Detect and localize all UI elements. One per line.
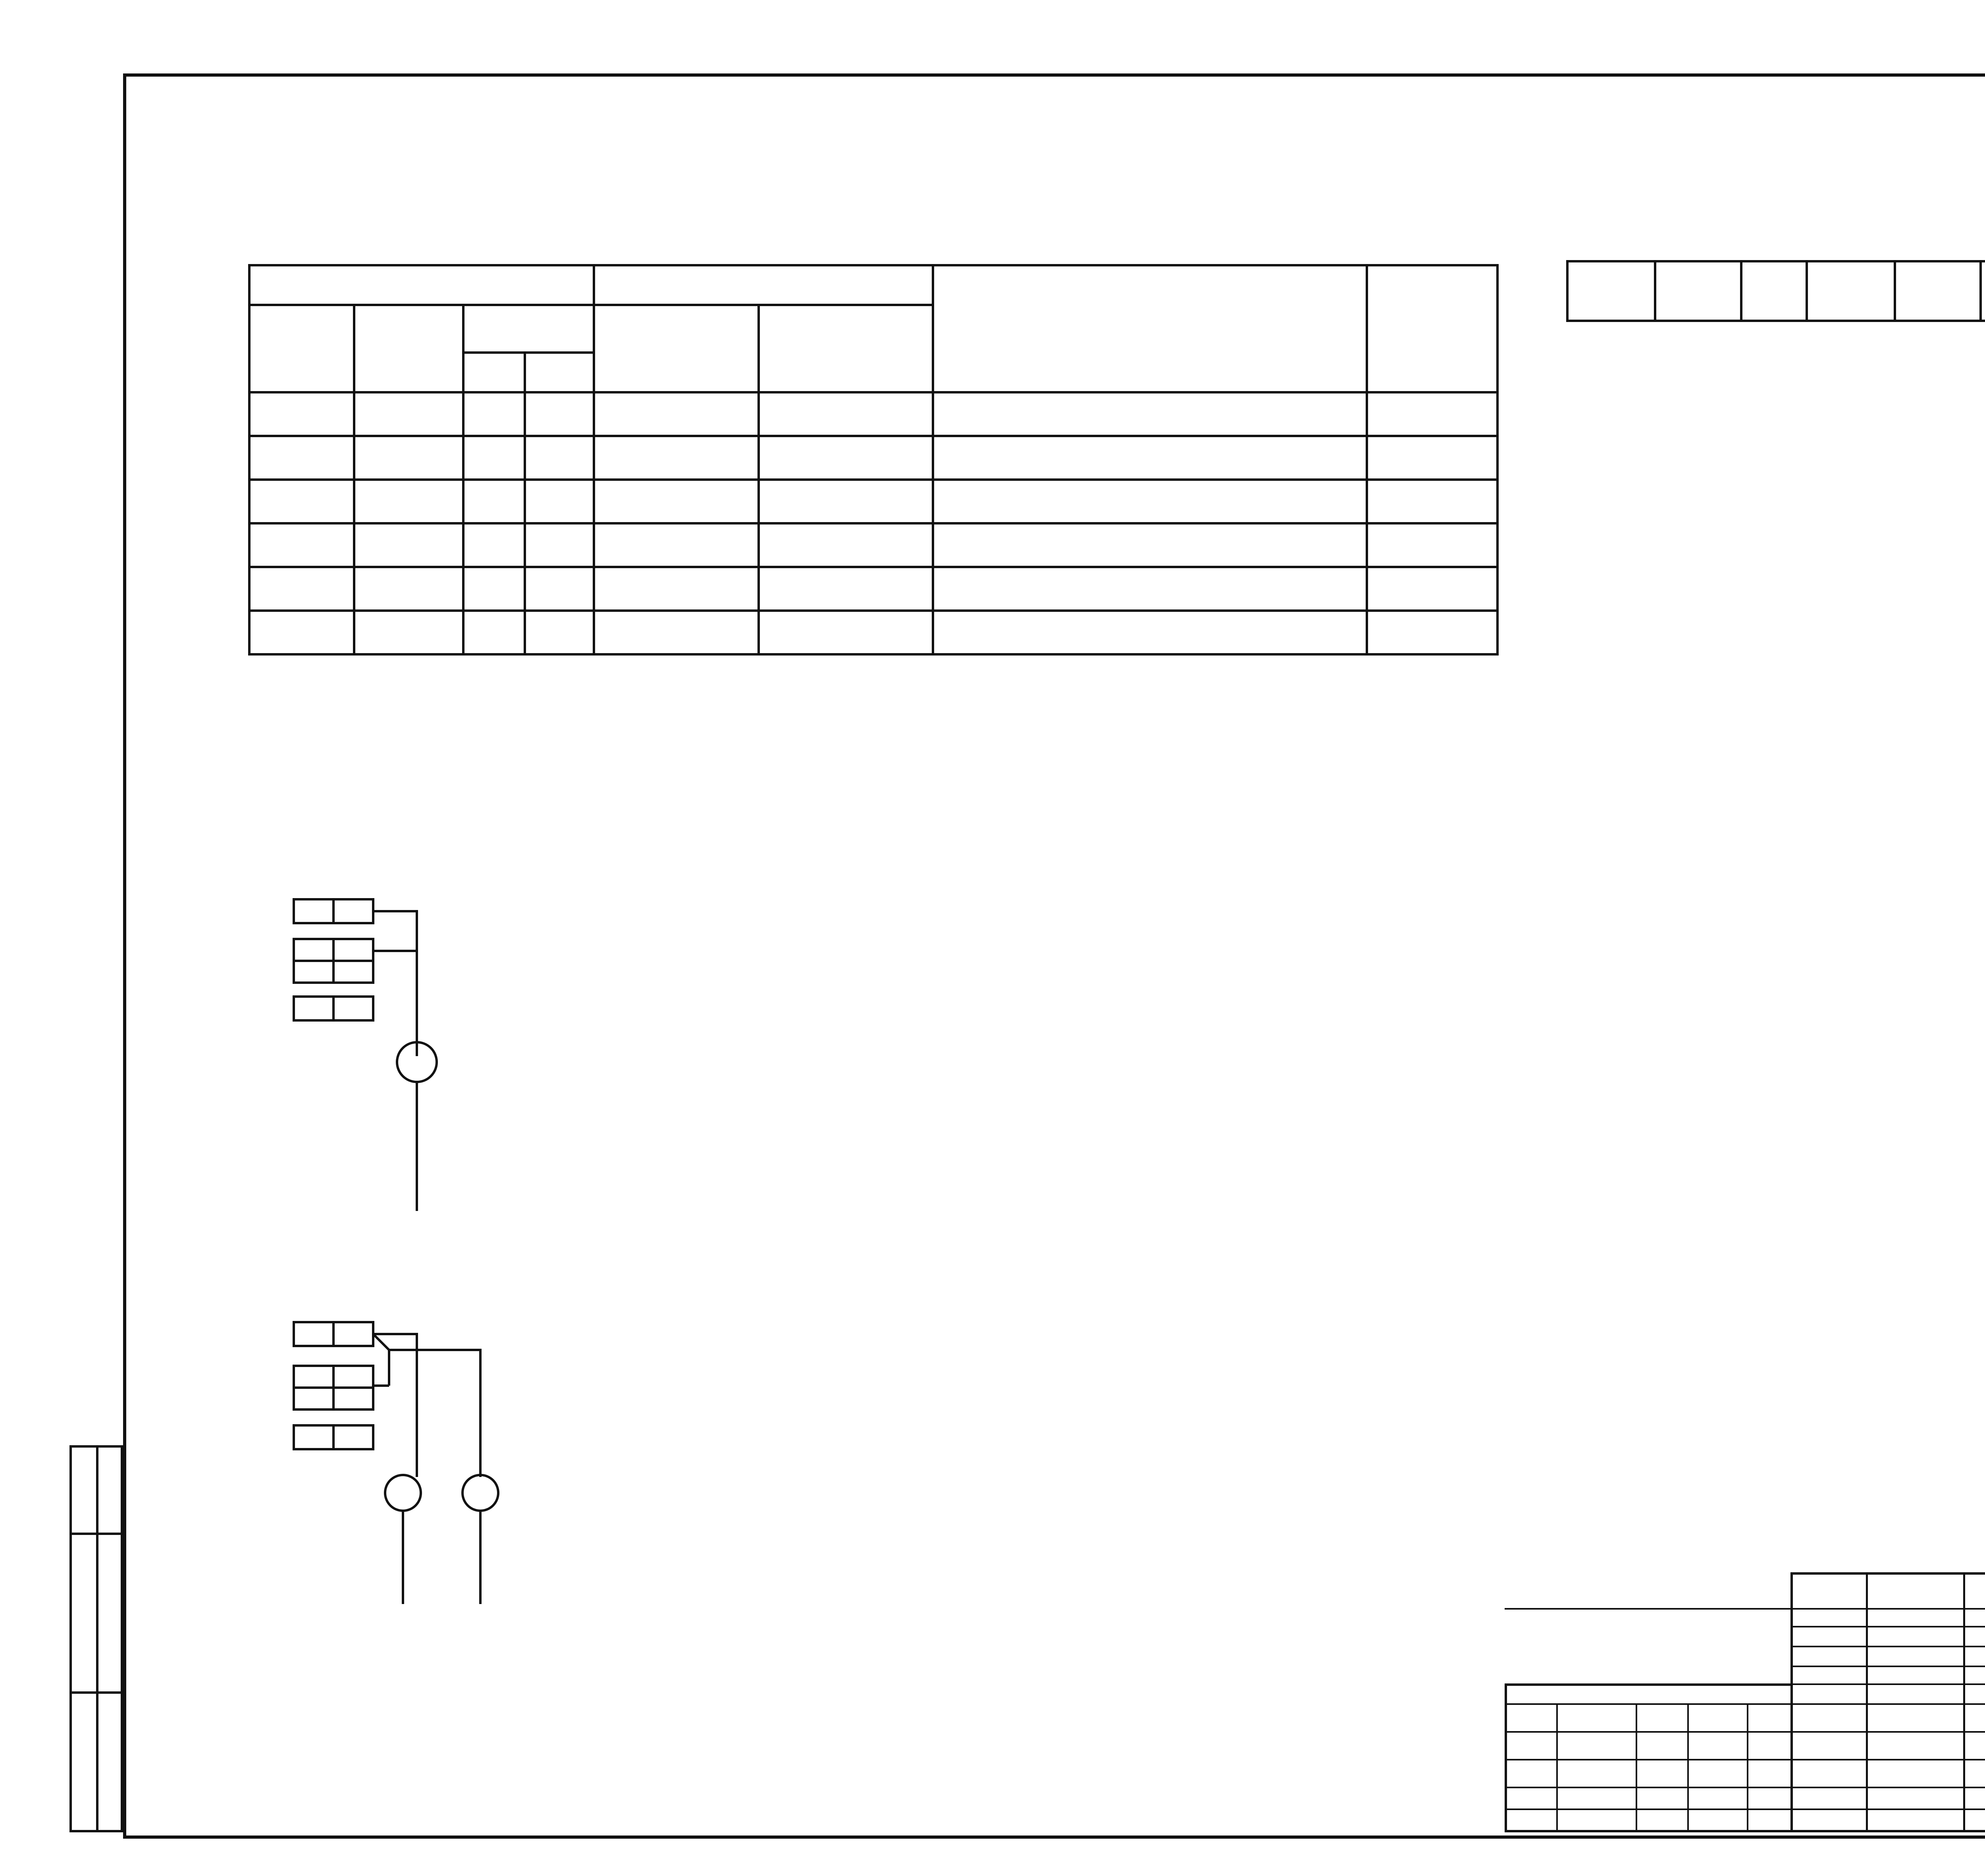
- pipe-header: [249, 265, 594, 305]
- corr-end-header: [1567, 261, 1655, 321]
- route-end: [759, 480, 933, 523]
- steel-header: [463, 353, 525, 392]
- route-section: [933, 523, 1367, 567]
- pipe-row: [249, 436, 1497, 480]
- route-end: [759, 567, 933, 611]
- scheme-kd1: [278, 862, 516, 1239]
- start-header: [594, 305, 758, 392]
- route-section: [933, 611, 1367, 654]
- pipe-designation: [354, 567, 463, 611]
- route-start: [594, 480, 758, 523]
- route-start: [594, 436, 758, 480]
- pipe-row: [249, 611, 1497, 654]
- pipe-steel-length: [463, 436, 525, 480]
- pipe-row: [249, 523, 1497, 567]
- pipe-row: [249, 567, 1497, 611]
- corr-end-header: [1655, 261, 1741, 321]
- pipe-designation: [354, 436, 463, 480]
- pipe-mark: [249, 392, 354, 436]
- scheme-kd3: [278, 1271, 556, 1628]
- route-end: [759, 523, 933, 567]
- pipe-note: [1367, 567, 1497, 611]
- pipe-mark: [249, 480, 354, 523]
- corr-end-header: [1807, 261, 1894, 321]
- end-header: [759, 305, 933, 392]
- pipe-note: [1367, 523, 1497, 567]
- corr-end-table: [1566, 260, 1985, 322]
- pipe-note: [1367, 611, 1497, 654]
- pipe-designation: [354, 392, 463, 436]
- route-start: [594, 611, 758, 654]
- route-start: [594, 523, 758, 567]
- marking-header: [249, 305, 354, 392]
- note-header: [1367, 265, 1497, 392]
- length-header: [463, 305, 594, 353]
- corr-end-header: [1741, 261, 1807, 321]
- pipe-mark: [249, 523, 354, 567]
- pipe-note: [1367, 392, 1497, 436]
- pipe-plastic-length: [525, 436, 594, 480]
- pipe-plastic-length: [525, 523, 594, 567]
- route-section: [933, 436, 1367, 480]
- route-end: [759, 436, 933, 480]
- corr-end-header: [1895, 261, 1981, 321]
- corr-end-header: [1981, 261, 1985, 321]
- route-section: [933, 567, 1367, 611]
- pipe-steel-length: [463, 480, 525, 523]
- pipe-steel-length: [463, 567, 525, 611]
- pipe-sheet-table: [248, 264, 1499, 656]
- route-end: [759, 611, 933, 654]
- section-header: [933, 265, 1367, 392]
- pipe-plastic-length: [525, 567, 594, 611]
- pipe-steel-length: [463, 392, 525, 436]
- pipe-mark: [249, 611, 354, 654]
- pipe-note: [1367, 436, 1497, 480]
- route-start: [594, 567, 758, 611]
- pipe-mark: [249, 436, 354, 480]
- pipe-designation: [354, 480, 463, 523]
- pipe-plastic-length: [525, 480, 594, 523]
- pipe-steel-length: [463, 523, 525, 567]
- pipe-designation: [354, 611, 463, 654]
- pipe-steel-length: [463, 611, 525, 654]
- corr-end-header-row: [1567, 261, 1985, 321]
- pipe-row: [249, 392, 1497, 436]
- pipe-designation: [354, 523, 463, 567]
- pipe-row: [249, 480, 1497, 523]
- pipe-note: [1367, 480, 1497, 523]
- plastic-header: [525, 353, 594, 392]
- designation-header: [354, 305, 463, 392]
- route-header: [594, 265, 933, 305]
- pipe-plastic-length: [525, 392, 594, 436]
- route-section: [933, 480, 1367, 523]
- pipe-plastic-length: [525, 611, 594, 654]
- pipe-mark: [249, 567, 354, 611]
- route-end: [759, 392, 933, 436]
- route-start: [594, 392, 758, 436]
- route-section: [933, 392, 1367, 436]
